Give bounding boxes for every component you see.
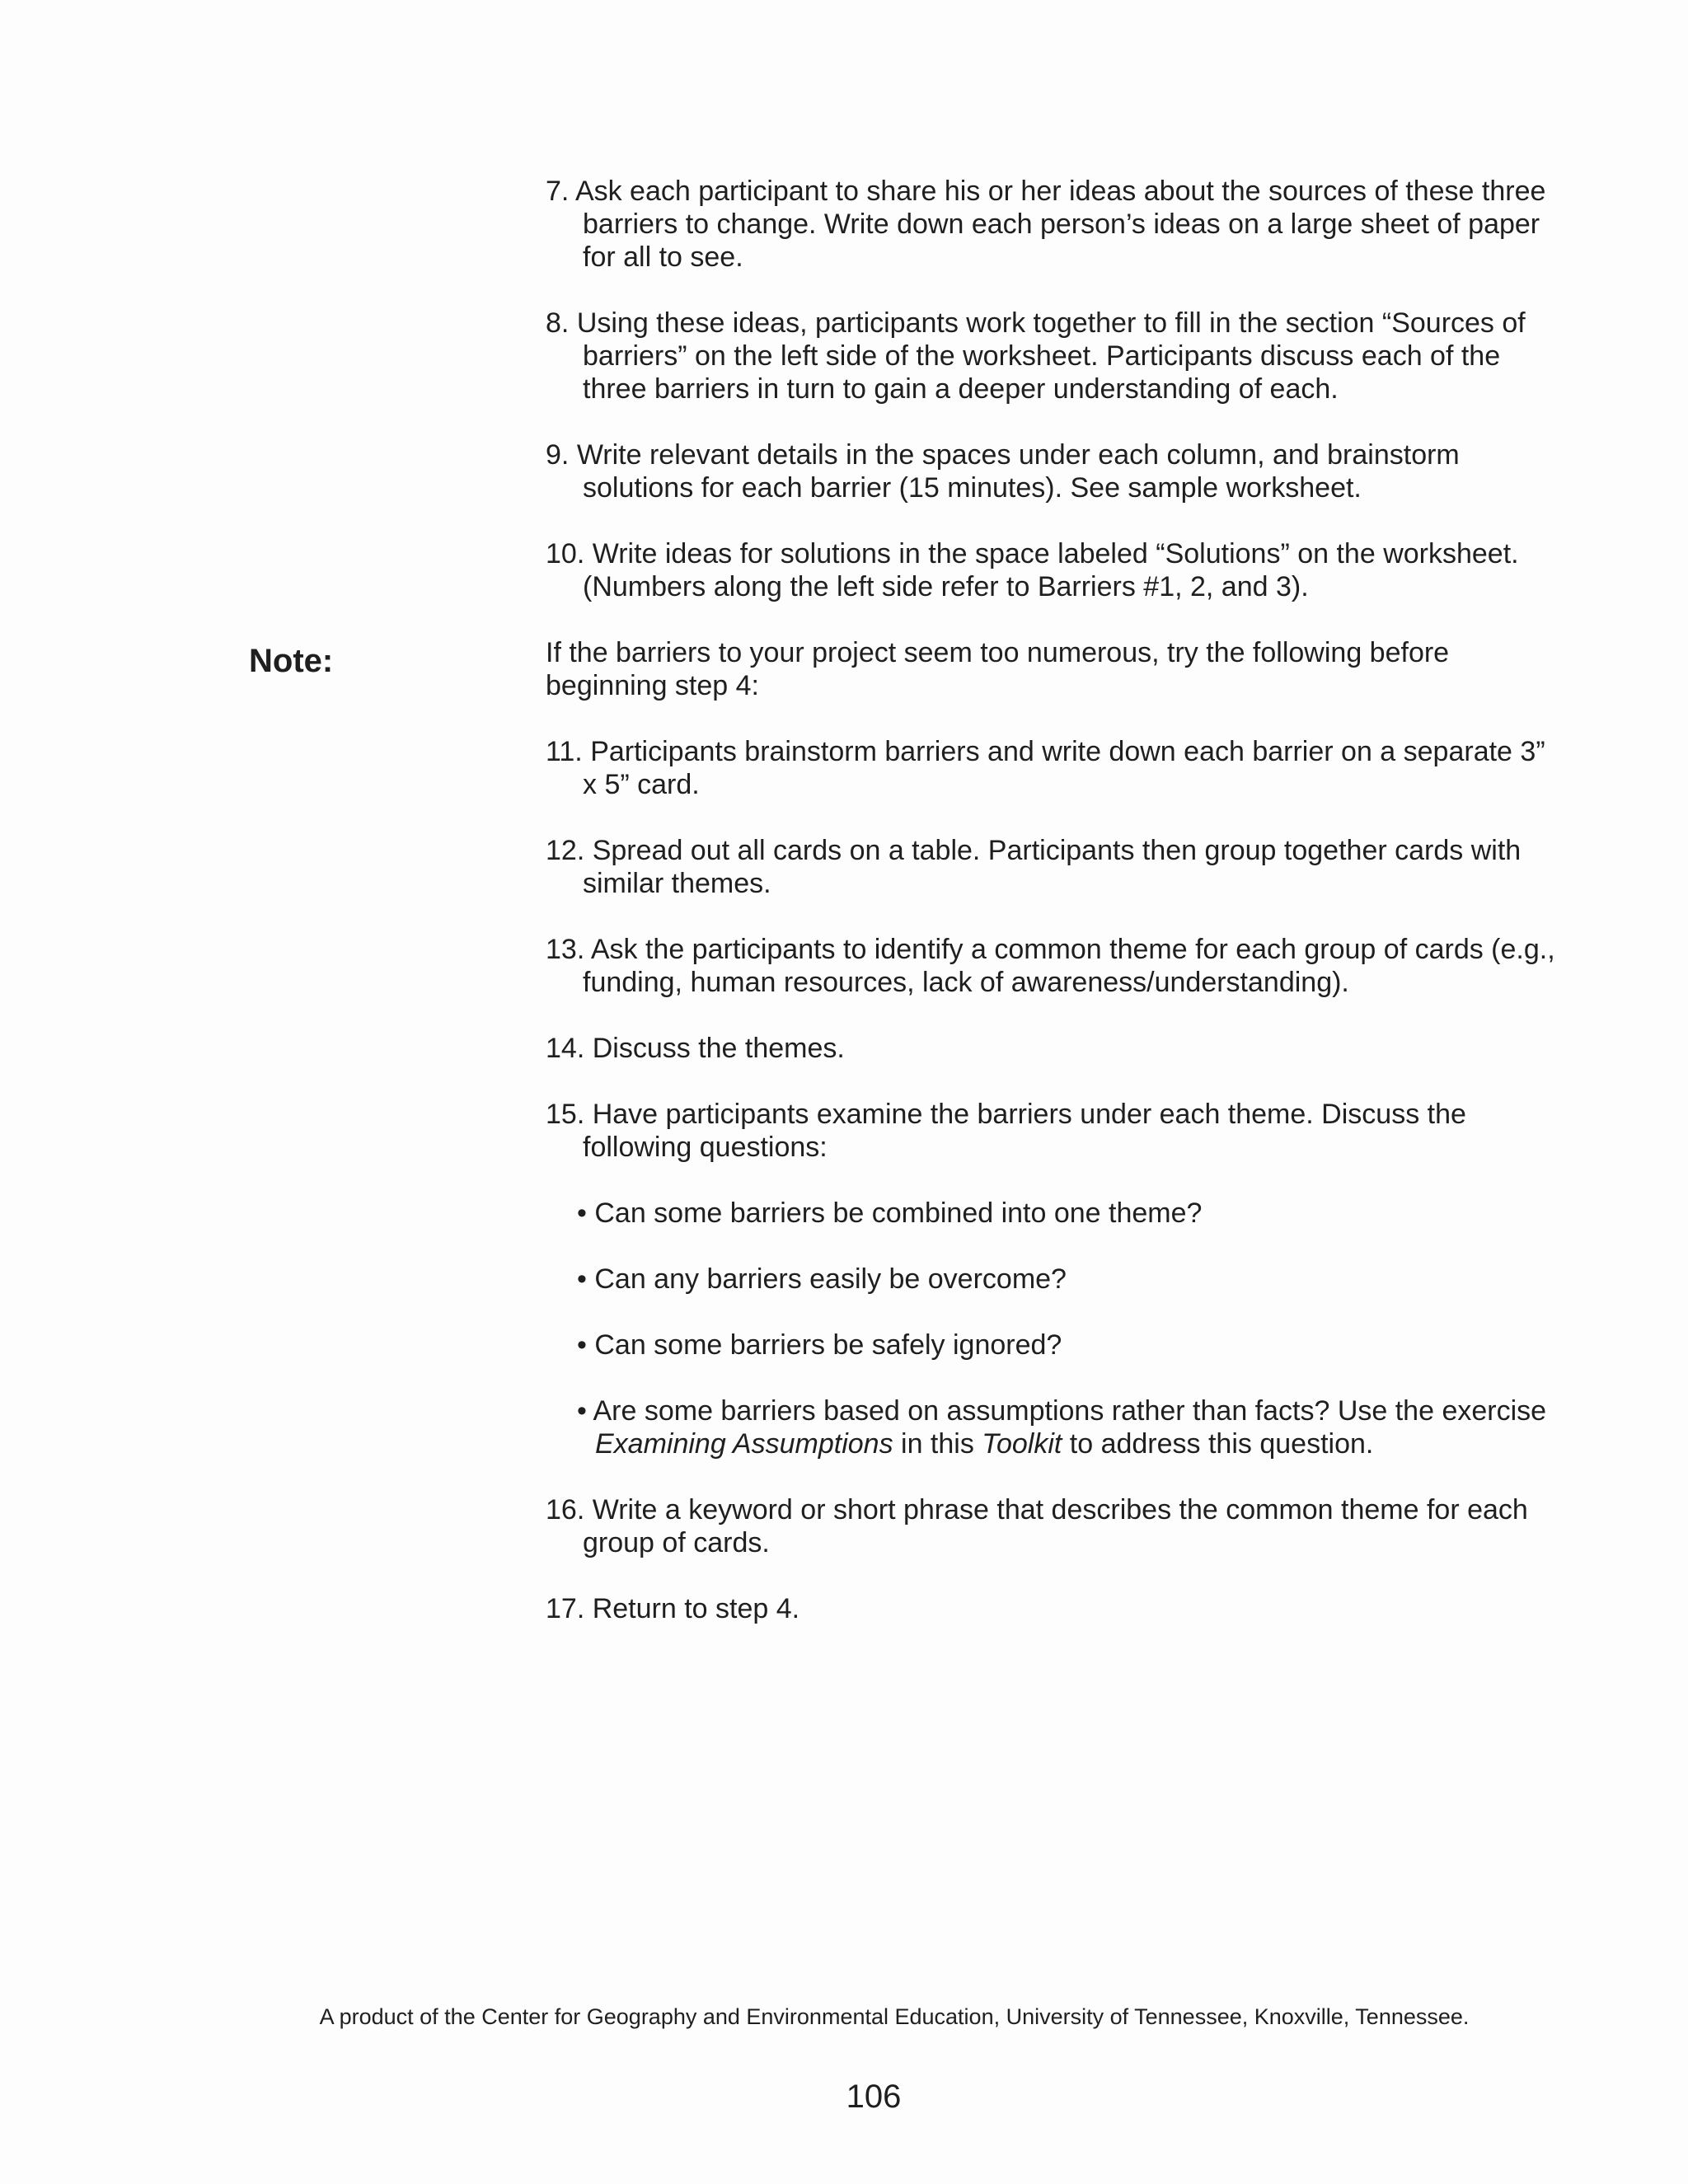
- bullet-icon: •: [577, 1395, 587, 1427]
- step-number: 17.: [546, 1593, 585, 1624]
- step-text: Discuss the themes.: [592, 1033, 845, 1064]
- bullet-text-part: Are some barriers based on assumptions rather than facts? Use the exercise: [593, 1395, 1547, 1427]
- step-17: [546, 1592, 1559, 1625]
- step-number: 7.: [546, 176, 570, 207]
- step-text: Ask the participants to identify a common theme for each group of cards (e.g., funding, human resources, lack of awareness/understanding).: [583, 934, 1555, 998]
- bullet-text: Can some barriers be combined into one theme?: [594, 1197, 1203, 1229]
- step-10: [546, 537, 1559, 603]
- step-16: [546, 1493, 1559, 1559]
- step-number: 10.: [546, 538, 585, 569]
- step-number: 13.: [546, 934, 585, 965]
- bullet-text-part: to address this question.: [1062, 1428, 1374, 1460]
- note-text: If the barriers to your project seem too numerous, try the following before beginning step 4:: [546, 637, 1450, 701]
- bullet-item: [546, 1263, 1559, 1296]
- step-13: [546, 933, 1559, 999]
- step-14: [546, 1032, 1559, 1065]
- step-number: 16.: [546, 1494, 585, 1526]
- step-number: 8.: [546, 307, 570, 339]
- step-text: Participants brainstorm barriers and write down each barrier on a separate 3” x 5” card.: [583, 736, 1545, 800]
- exercise-title: Examining Assumptions: [595, 1428, 893, 1460]
- page-number: 106: [846, 2079, 902, 2115]
- step-number: 12.: [546, 835, 585, 866]
- bullet-item: [546, 1329, 1559, 1361]
- bullet-item: [546, 1197, 1559, 1230]
- step-7: [546, 175, 1559, 274]
- step-text: Write relevant details in the spaces under each column, and brainstorm solutions for each barrier (15 minutes). See sample worksheet.: [576, 439, 1460, 504]
- step-12: [546, 834, 1559, 900]
- bullet-icon: •: [577, 1197, 587, 1229]
- page-footer: A product of the Center for Geography and Environmental Education, University of Tennessee, Knoxville, Tennessee.: [319, 2004, 1470, 2029]
- step-text: Spread out all cards on a table. Participants then group together cards with similar themes.: [583, 835, 1522, 899]
- step-text: Have participants examine the barriers under each theme. Discuss the following questions:: [583, 1099, 1466, 1163]
- bullet-icon: •: [577, 1329, 587, 1361]
- toolkit-title: Toolkit: [982, 1428, 1062, 1460]
- step-text: Return to step 4.: [592, 1593, 800, 1624]
- step-number: 15.: [546, 1099, 585, 1130]
- step-number: 9.: [546, 439, 570, 471]
- note-label: Note:: [249, 643, 334, 679]
- step-15: [546, 1098, 1559, 1164]
- step-number: 14.: [546, 1033, 585, 1064]
- step-text: Ask each participant to share his or her ideas about the sources of these three barriers to change. Write down each person’s ideas on a large sheet of paper for all to see.: [574, 176, 1546, 273]
- bullet-item: [546, 1394, 1559, 1460]
- step-8: [546, 307, 1559, 405]
- step-text: Write ideas for solutions in the space labeled “Solutions” on the worksheet. (Numbers along the left side refer to Barriers #1, 2, and 3).: [583, 538, 1519, 602]
- step-text: Using these ideas, participants work together to fill in the section “Sources of barriers” on the left side of the worksheet. Participants discuss each of the three barriers in turn to gain a deeper understanding of each.: [576, 307, 1526, 405]
- step-9: [546, 438, 1559, 504]
- bullet-text: Can any barriers easily be overcome?: [594, 1263, 1067, 1295]
- step-text: Write a keyword or short phrase that describes the common theme for each group of cards.: [583, 1494, 1528, 1558]
- instructions-body: [546, 175, 1559, 1658]
- bullet-text: Can some barriers be safely ignored?: [594, 1329, 1062, 1361]
- step-11: [546, 735, 1559, 801]
- bullet-text-part: in this: [893, 1428, 982, 1460]
- step-number: 11.: [546, 736, 583, 767]
- bullet-icon: •: [577, 1263, 587, 1295]
